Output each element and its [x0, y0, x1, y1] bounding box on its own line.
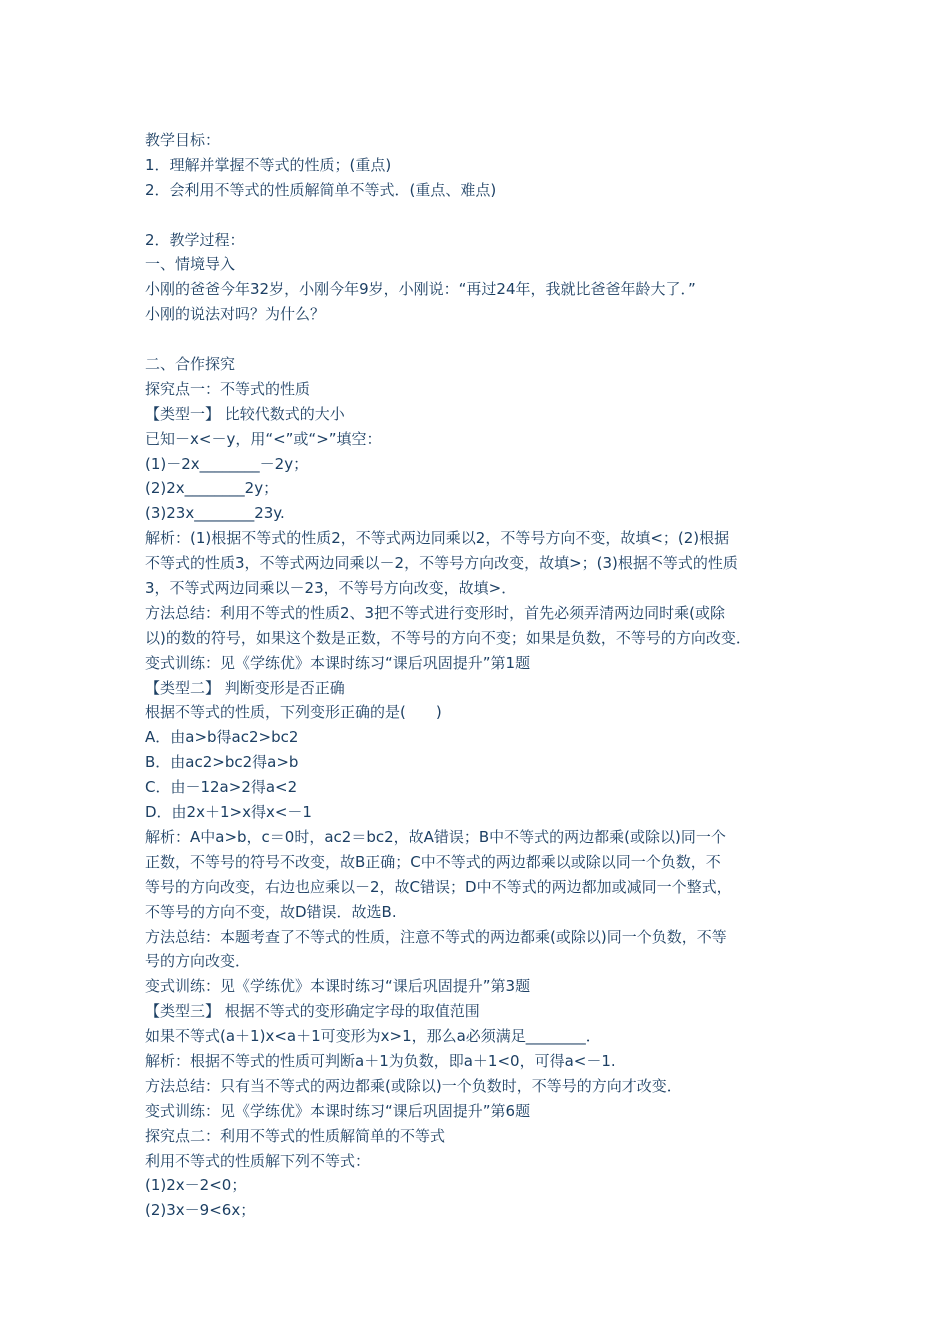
- type-2-option-b: B．由ac2>bc2得a>b: [145, 753, 299, 772]
- type-2-question: 根据不等式的性质，下列变形正确的是( ): [145, 703, 442, 722]
- type-2-analysis-3: 等号的方向改变，右边也应乘以－2，故C错误；D中不等式的两边都加或减同一个整式，: [145, 877, 732, 896]
- explore-point-1: 探究点一：不等式的性质: [145, 379, 311, 398]
- type-3-heading: 【类型三】 根据不等式的变形确定字母的取值范围: [145, 1002, 480, 1021]
- intro-text-2: 小刚的说法对吗？为什么？: [145, 305, 326, 324]
- type-2-summary-1: 方法总结：本题考查了不等式的性质，注意不等式的两边都乘(或除以)同一个负数，不等: [145, 927, 727, 946]
- blank-line: [145, 327, 825, 352]
- explore-point-2: 探究点二：利用不等式的性质解简单的不等式: [145, 1126, 446, 1145]
- type-1-item-1: (1)－2x________－2y；: [145, 454, 309, 473]
- type-2-option-c: C．由－12a>2得a<2: [145, 778, 298, 797]
- type-1-summary-1: 方法总结：利用不等式的性质2、3把不等式进行变形时，首先必须弄清两边同时乘(或除: [145, 603, 725, 622]
- type-1-analysis-2: 不等式的性质3，不等式两边同乘以－2，不等号方向改变，故填>；(3)根据不等式的性质: [145, 554, 738, 573]
- type-2-option-d: D．由2x＋1>x得x<－1: [145, 803, 312, 822]
- type-1-practice: 变式训练：见《学练优》本课时练习“课后巩固提升”第1题: [145, 653, 531, 672]
- objective-1: 1．理解并掌握不等式的性质；(重点): [145, 155, 392, 174]
- explore-2-item-2: (2)3x－9<6x；: [145, 1201, 256, 1220]
- type-1-heading: 【类型一】 比较代数式的大小: [145, 404, 345, 423]
- document-page: [145, 128, 825, 1223]
- type-2-analysis-2: 正数，不等号的符号不改变，故B正确；C中不等式的两边都乘以或除以同一个负数，不: [145, 852, 721, 871]
- type-3-analysis: 解析：根据不等式的性质可判断a＋1为负数，即a＋1<0，可得a<－1.: [145, 1051, 616, 1070]
- type-1-analysis-3: 3，不等式两边同乘以－23，不等号方向改变，故填>．: [145, 579, 517, 598]
- type-1-item-3: (3)23x________23y.: [145, 504, 285, 523]
- section-explore-heading: 二、合作探究: [145, 355, 236, 374]
- type-2-analysis-4: 不等号的方向不变，故D错误．故选B.: [145, 902, 397, 921]
- type-1-question: 已知－x<－y，用“<”或“>”填空：: [145, 429, 382, 448]
- type-2-heading: 【类型二】 判断变形是否正确: [145, 678, 345, 697]
- type-2-analysis-1: 解析：A中a>b，c＝0时，ac2＝bc2，故A错误；B中不等式的两边都乘(或除以)同一个: [145, 827, 726, 846]
- type-3-question: 如果不等式(a＋1)x<a＋1可变形为x>1，那么a必须满足________．: [145, 1027, 601, 1046]
- type-1-item-2: (2)2x________2y；: [145, 479, 279, 498]
- type-1-summary-2: 以)的数的符号，如果这个数是正数，不等号的方向不变；如果是负数，不等号的方向改变．: [145, 628, 751, 647]
- objectives-heading: 教学目标：: [145, 131, 221, 149]
- explore-2-question: 利用不等式的性质解下列不等式：: [145, 1151, 371, 1170]
- type-3-summary: 方法总结：只有当不等式的两边都乘(或除以)一个负数时，不等号的方向才改变．: [145, 1076, 682, 1095]
- intro-text-1: 小刚的爸爸今年32岁，小刚今年9岁，小刚说：“再过24年，我就比爸爸年龄大了．”: [145, 280, 696, 299]
- type-2-option-a: A．由a>b得ac2>bc2: [145, 728, 299, 747]
- type-2-practice: 变式训练：见《学练优》本课时练习“课后巩固提升”第3题: [145, 977, 531, 996]
- type-2-summary-2: 号的方向改变．: [145, 952, 251, 971]
- blank-line: [145, 203, 825, 228]
- type-3-practice: 变式训练：见《学练优》本课时练习“课后巩固提升”第6题: [145, 1101, 531, 1120]
- type-1-analysis-1: 解析：(1)根据不等式的性质2，不等式两边同乘以2，不等号方向不变，故填<；(2)根据: [145, 529, 730, 548]
- process-heading: 2．教学过程：: [145, 230, 245, 249]
- section-intro-heading: 一、情境导入: [145, 255, 236, 274]
- explore-2-item-1: (1)2x－2<0；: [145, 1176, 247, 1195]
- objective-2: 2．会利用不等式的性质解简单不等式．(重点、难点): [145, 180, 497, 199]
